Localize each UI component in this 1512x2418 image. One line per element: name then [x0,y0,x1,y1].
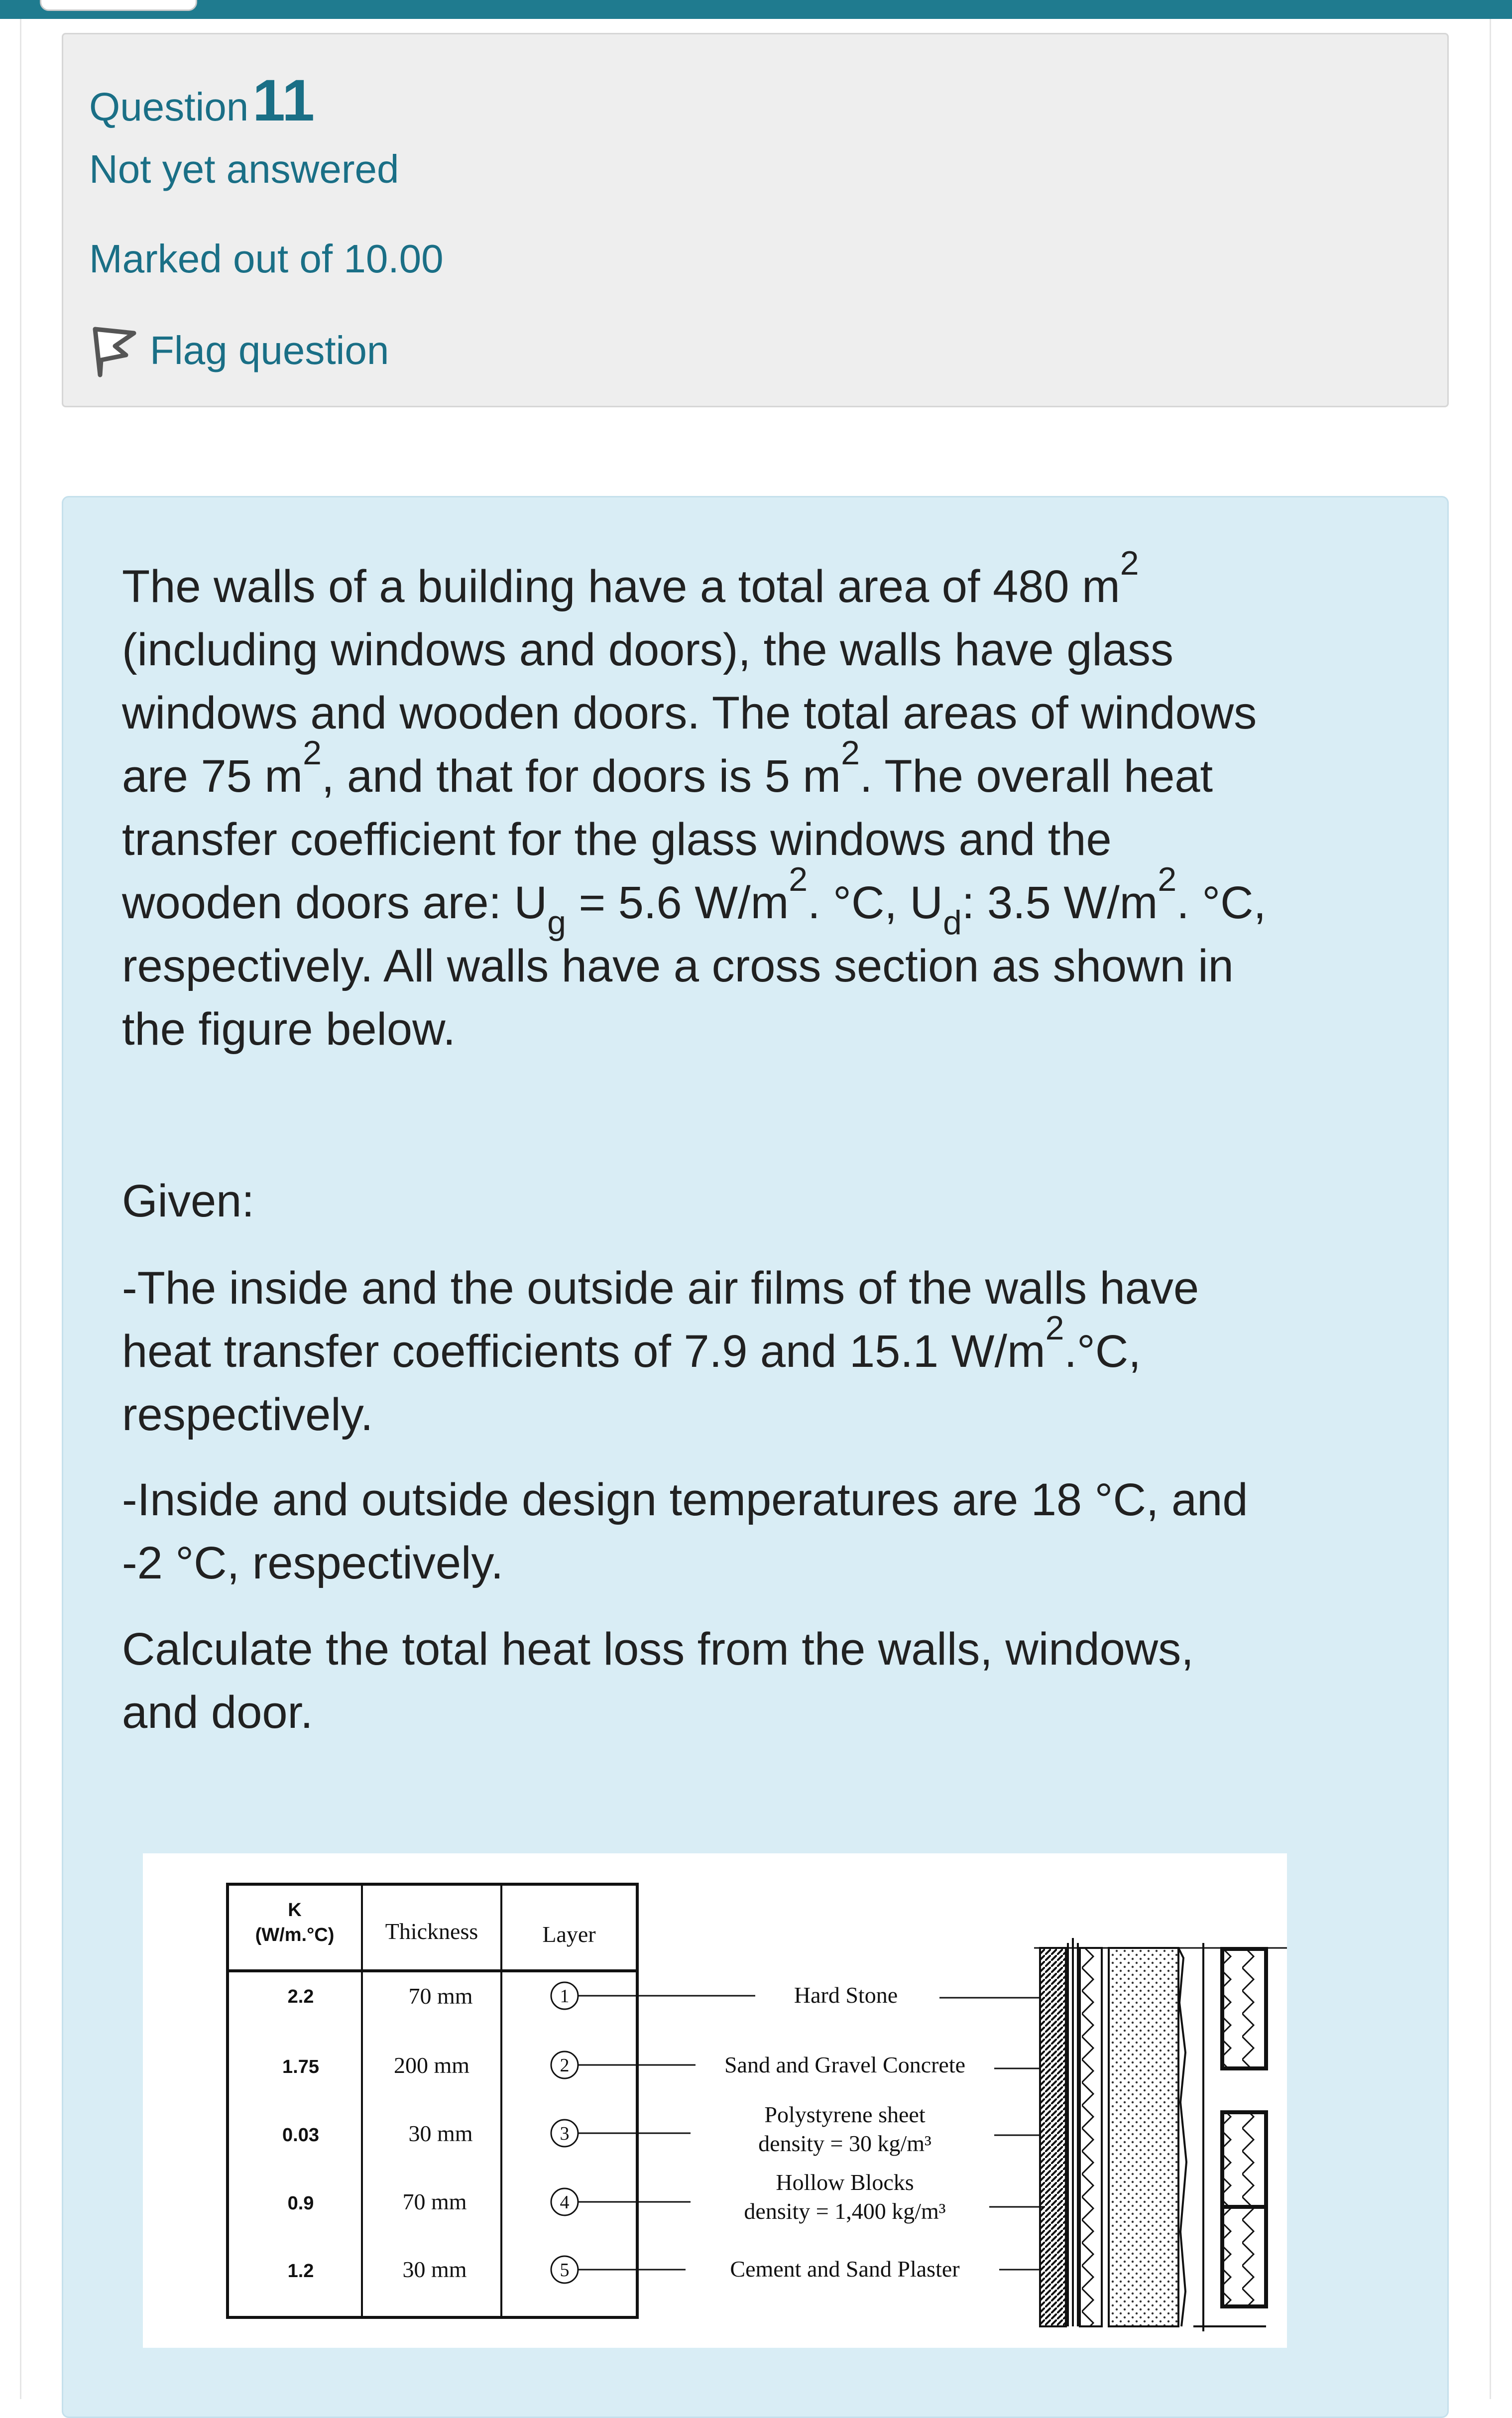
layer-number: 4 [560,2192,570,2213]
text-line: Calculate the total heat loss from the walls, windows, [122,1624,1194,1675]
material-label: Cement and Sand Plaster [730,2256,960,2282]
text-line: windows and wooden doors. The total areas of windows [122,688,1257,738]
header-thickness: Thickness [385,1919,478,1944]
text-line: heat transfer coefficients of 7.9 and 15.1 $W/m^2.^\circ C$, [122,1309,1141,1377]
thickness-value: 70 mm [402,2189,467,2214]
thickness-value: 70 mm [408,1983,473,2009]
material-label: Hollow Blocks [776,2170,914,2195]
k-value: 1.2 [287,2261,314,2282]
flag-question-link[interactable] [89,323,389,378]
text-line: wooden doors are: $U_g = 5.6$ $W/m^2$. °C, $U_d$: 3.5 $W/m^2$. °C, [122,860,1267,942]
k-value: 2.2 [287,1986,314,2007]
header-layer: Layer [542,1922,596,1947]
thickness-value: 30 mm [402,2257,467,2282]
text-line: (including windows and doors), the walls have glass [122,624,1174,675]
material-label: density = 30 kg/m³ [758,2131,931,2156]
top-bar-tab[interactable] [40,0,197,11]
top-bar [0,0,1512,19]
given-heading: Given: [122,1176,254,1226]
wall-figure-svg [143,1853,1287,2348]
wall-cross-section-figure [143,1853,1287,2348]
question-label [89,67,315,134]
text-line: and door. [122,1687,313,1738]
wall-section-drawing [1034,1938,1287,2331]
properties-table [228,1884,637,2317]
flag-icon [89,323,139,378]
question-label-text: Question [89,85,249,129]
layer-number: 1 [560,1986,570,2007]
k-value: 0.9 [287,2193,314,2214]
question-marks: Marked out of 10.00 [89,237,444,281]
material-label: density = 1,400 kg/m³ [744,2198,946,2224]
material-label: Polystyrene sheet [764,2102,926,2127]
k-value: 1.75 [282,2056,319,2077]
text-line: transfer coefficient for the glass windows and the [122,814,1112,865]
page-border-right [1490,19,1491,2399]
question-number: 11 [252,68,315,133]
text-line: -The inside and the outside air films of the walls have [122,1263,1199,1314]
question-info-panel [62,33,1449,407]
thickness-value: 30 mm [408,2121,473,2146]
thickness-value: 200 mm [393,2053,470,2078]
text-line: respectively. [122,1389,373,1440]
question-status: Not yet answered [89,147,399,191]
material-label: Sand and Gravel Concrete [724,2052,966,2077]
text-line: respectively. All walls have a cross section as shown in [122,941,1234,991]
text-line: -2 °C, respectively. [122,1538,504,1588]
k-value: 0.03 [282,2125,319,2146]
header-k-units: (W/m.°C) [255,1925,335,1945]
text-line: the figure below. [122,1004,456,1055]
text-line: are 75 $m^2$, and that for doors is 5 $m^2$. The overall heat [122,734,1213,802]
layer-number: 3 [560,2123,570,2144]
flag-question-label: Flag question [150,328,389,372]
layer-number: 2 [560,2055,570,2076]
material-label: Hard Stone [794,1982,898,2008]
text-line: The walls of a building have a total area of 480 $m^2$ [122,544,1139,612]
layer-number: 5 [560,2260,570,2281]
page-border-left [20,19,21,2399]
header-k: K [288,1900,302,1921]
text-line: -Inside and outside design temperatures are 18 °C, and [122,1474,1248,1525]
